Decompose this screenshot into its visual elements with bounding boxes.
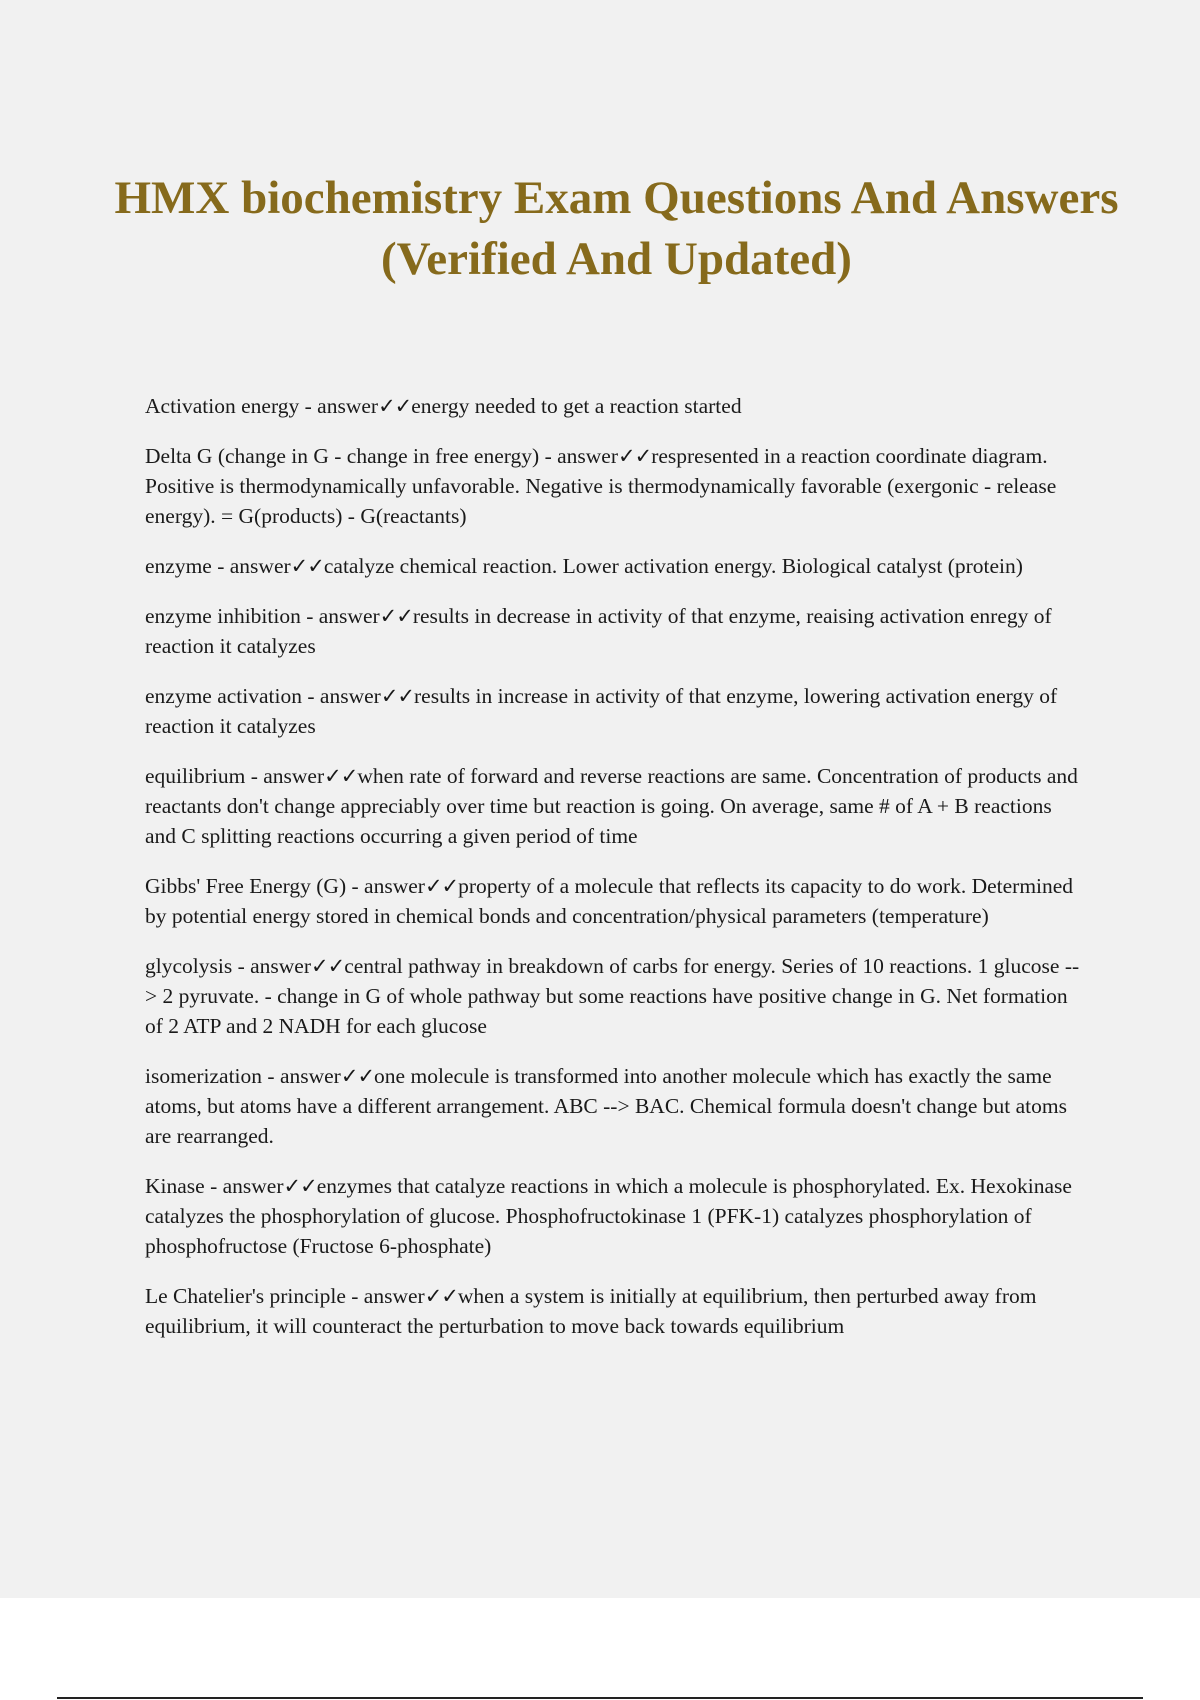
entry-term: enzyme inhibition: [145, 604, 301, 628]
check-icon: ✓✓: [424, 874, 459, 898]
check-icon: ✓✓: [290, 554, 324, 578]
entry-answer: respresented in a reaction coordinate diagram. Positive is thermodynamically unfavorable. Negative is thermodynamically favorable (exergonic - release energy). = G(products) - G(reactants): [145, 444, 1057, 528]
entry-answer: when rate of forward and reverse reactions are same. Concentration of products and reactants don't change appreciably over time but reaction is going. On average, same # of A + B reactions and C splitting reactions occurring a given period of time: [145, 764, 1078, 848]
answer-separator: - answer: [245, 764, 325, 788]
qa-entry: [145, 951, 1083, 1041]
answer-separator: - answer: [345, 1284, 425, 1308]
entry-term: glycolysis: [145, 954, 233, 978]
check-icon: ✓✓: [340, 1064, 375, 1088]
check-icon: ✓✓: [311, 954, 345, 978]
qa-entry: [145, 391, 1083, 421]
document-title: HMX biochemistry Exam Questions And Answers (Verified And Updated): [114, 172, 1119, 285]
qa-list: [145, 391, 1083, 1361]
qa-entry: [145, 441, 1083, 531]
entry-answer: one molecule is transformed into another molecule which has exactly the same atoms, but atoms have a different arrangement. ABC --> BAC. Chemical formula doesn't change but atoms are rearranged.: [145, 1064, 1067, 1148]
answer-separator: - answer: [302, 684, 381, 708]
entry-term: equilibrium: [145, 764, 246, 788]
entry-answer: results in decrease in activity of that enzyme, reaising activation enregy of reaction it catalyzes: [145, 604, 1052, 658]
entry-term: Delta G (change in G - change in free energy): [145, 444, 540, 468]
entry-term: Le Chatelier's principle: [145, 1284, 346, 1308]
entry-term: Gibbs' Free Energy (G): [145, 874, 347, 898]
entry-term: enzyme activation: [145, 684, 302, 708]
entry-answer: energy needed to get a reaction started: [411, 394, 742, 418]
check-icon: ✓✓: [379, 604, 413, 628]
entry-answer: results in increase in activity of that enzyme, lowering activation energy of reaction it catalyzes: [145, 684, 1058, 738]
qa-entry: [145, 681, 1083, 741]
qa-entry: [145, 1281, 1083, 1341]
check-icon: ✓✓: [380, 684, 415, 708]
entry-answer: central pathway in breakdown of carbs for energy. Series of 10 reactions. 1 glucose --> 2 pyruvate. - change in G of whole pathway but some reactions have positive change in G. Net formation of 2 ATP and 2 NADH for each glucose: [145, 954, 1080, 1038]
check-icon: ✓✓: [618, 444, 652, 468]
answer-separator: - answer: [539, 444, 618, 468]
qa-entry: [145, 1061, 1083, 1151]
answer-separator: - answer: [211, 554, 291, 578]
qa-entry: [145, 871, 1083, 931]
check-icon: ✓✓: [424, 1284, 458, 1308]
check-icon: ✓✓: [378, 394, 412, 418]
check-icon: ✓✓: [283, 1174, 317, 1198]
entry-term: isomerization: [145, 1064, 263, 1088]
answer-separator: - answer: [300, 604, 380, 628]
entry-answer: catalyze chemical reaction. Lower activation energy. Biological catalyst (protein): [323, 554, 1023, 578]
entry-term: enzyme: [145, 554, 212, 578]
page-divider: [57, 1697, 1143, 1699]
entry-term: Kinase: [145, 1174, 205, 1198]
answer-separator: - answer: [299, 394, 379, 418]
answer-separator: - answer: [232, 954, 312, 978]
entry-answer: when a system is initially at equilibrium, then perturbed away from equilibrium, it will counteract the perturbation to move back towards equilibrium: [145, 1284, 1037, 1338]
entry-answer: property of a molecule that reflects its capacity to do work. Determined by potential energy stored in chemical bonds and concentration/physical parameters (temperature): [145, 874, 1074, 928]
entry-term: Activation energy: [145, 394, 300, 418]
qa-entry: [145, 551, 1083, 581]
answer-separator: - answer: [262, 1064, 341, 1088]
answer-separator: - answer: [204, 1174, 284, 1198]
check-icon: ✓✓: [324, 764, 358, 788]
entry-answer: enzymes that catalyze reactions in which a molecule is phosphorylated. Ex. Hexokinase catalyzes the phosphorylation of glucose. Phosphofructokinase 1 (PFK-1) catalyzes phosphorylation of phosphofructose (Fructose 6-phosphate): [145, 1174, 1072, 1258]
answer-separator: - answer: [346, 874, 425, 898]
qa-entry: [145, 761, 1083, 851]
qa-entry: [145, 601, 1083, 661]
qa-entry: [145, 1171, 1083, 1261]
